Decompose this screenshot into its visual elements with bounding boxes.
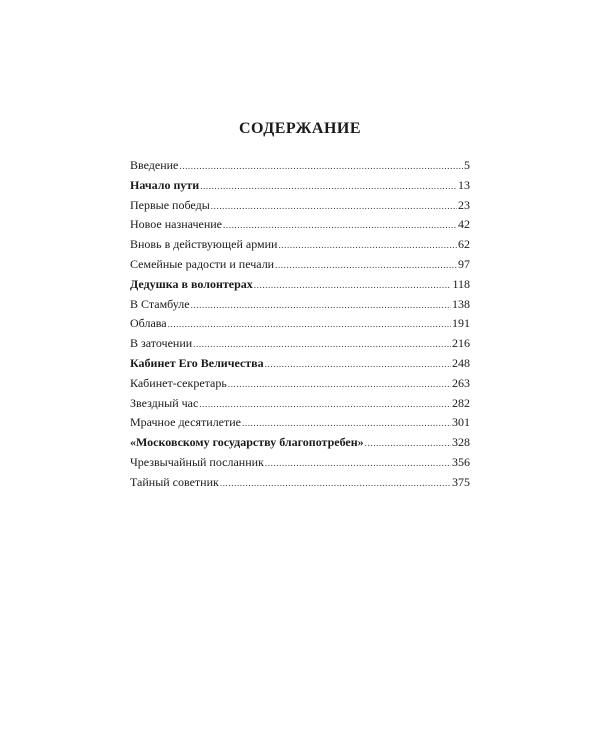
dot-leader xyxy=(200,180,457,192)
toc-entry-page: 263 xyxy=(452,375,470,390)
toc-entry xyxy=(130,334,470,354)
dot-leader xyxy=(365,437,451,449)
toc-entry-page: 356 xyxy=(452,454,470,469)
dot-leader xyxy=(168,318,451,330)
toc-entry-page: 375 xyxy=(452,474,470,489)
toc-entry-page: 282 xyxy=(452,395,470,410)
toc-entry-label: Мрачное десятилетие xyxy=(130,415,241,430)
dot-leader xyxy=(191,299,451,311)
toc-entry xyxy=(130,176,470,196)
toc-entry-label: Кабинет Его Величества xyxy=(130,355,264,370)
toc-entry-page: 5 xyxy=(464,158,470,172)
toc-entry xyxy=(130,275,470,295)
toc-entry-label: В Стамбуле xyxy=(130,296,190,311)
toc-entry-label: Введение xyxy=(130,158,179,172)
dot-leader xyxy=(228,378,451,390)
dot-leader xyxy=(211,200,457,212)
dot-leader xyxy=(275,259,457,271)
toc-entry xyxy=(130,215,470,235)
toc-entry xyxy=(130,374,470,394)
toc-entry-label: Кабинет-секретарь xyxy=(130,375,227,390)
toc-entry-label: Чрезвычайный посланник xyxy=(130,454,264,469)
toc-entry-page: 23 xyxy=(458,197,470,212)
toc-entry-label: Звездный час xyxy=(130,395,199,410)
toc-entry-page: 97 xyxy=(458,256,470,271)
toc-entry-label: Дедушка в волонтерах xyxy=(130,276,253,291)
toc-entry-label: Тайный советник xyxy=(130,474,219,489)
toc-entry-page: 216 xyxy=(452,336,470,351)
toc-entry xyxy=(130,473,470,493)
toc-entry xyxy=(130,235,470,255)
toc-entry xyxy=(130,413,470,433)
dot-leader xyxy=(220,477,451,489)
toc-entry xyxy=(130,433,470,453)
toc-entry-label: Начало пути xyxy=(130,177,200,192)
toc-entry-page: 62 xyxy=(458,237,470,252)
dot-leader xyxy=(179,160,463,172)
page-title: СОДЕРЖАНИЕ xyxy=(238,120,362,137)
toc-entry xyxy=(130,394,470,414)
toc-entry-page: 138 xyxy=(452,296,470,311)
dot-leader xyxy=(242,417,451,429)
dot-leader xyxy=(265,457,451,469)
toc-entry xyxy=(130,314,470,334)
dot-leader xyxy=(265,358,451,370)
dot-leader xyxy=(193,338,451,350)
dot-leader xyxy=(254,279,452,291)
toc-entry-page: 248 xyxy=(452,355,470,370)
toc-entry-label: Семейные радости и печали xyxy=(130,256,275,271)
toc-entry-label: В заточении xyxy=(130,336,193,351)
toc-entry-page: 118 xyxy=(452,276,470,291)
toc-entry-page: 191 xyxy=(452,316,470,331)
toc-entry xyxy=(130,255,470,275)
toc-entry-page: 13 xyxy=(458,177,470,192)
toc-entry-label: Облава xyxy=(130,316,167,331)
toc-entry-label: Первые победы xyxy=(130,197,210,212)
toc-entry-page: 328 xyxy=(452,435,470,450)
toc-entry-page: 301 xyxy=(452,415,470,430)
dot-leader xyxy=(223,219,457,231)
table-of-contents xyxy=(130,156,470,493)
toc-entry xyxy=(130,295,470,315)
toc-entry-label: Новое назначение xyxy=(130,217,223,232)
dot-leader xyxy=(199,398,451,410)
toc-entry-page: 42 xyxy=(458,217,470,232)
toc-entry-label: Вновь в действующей армии xyxy=(130,237,278,252)
toc-entry xyxy=(130,156,470,176)
toc-entry xyxy=(130,453,470,473)
dot-leader xyxy=(278,239,457,251)
toc-entry xyxy=(130,354,470,374)
toc-entry-label: «Московскому государству благопотребен» xyxy=(130,435,364,450)
toc-entry xyxy=(130,196,470,216)
